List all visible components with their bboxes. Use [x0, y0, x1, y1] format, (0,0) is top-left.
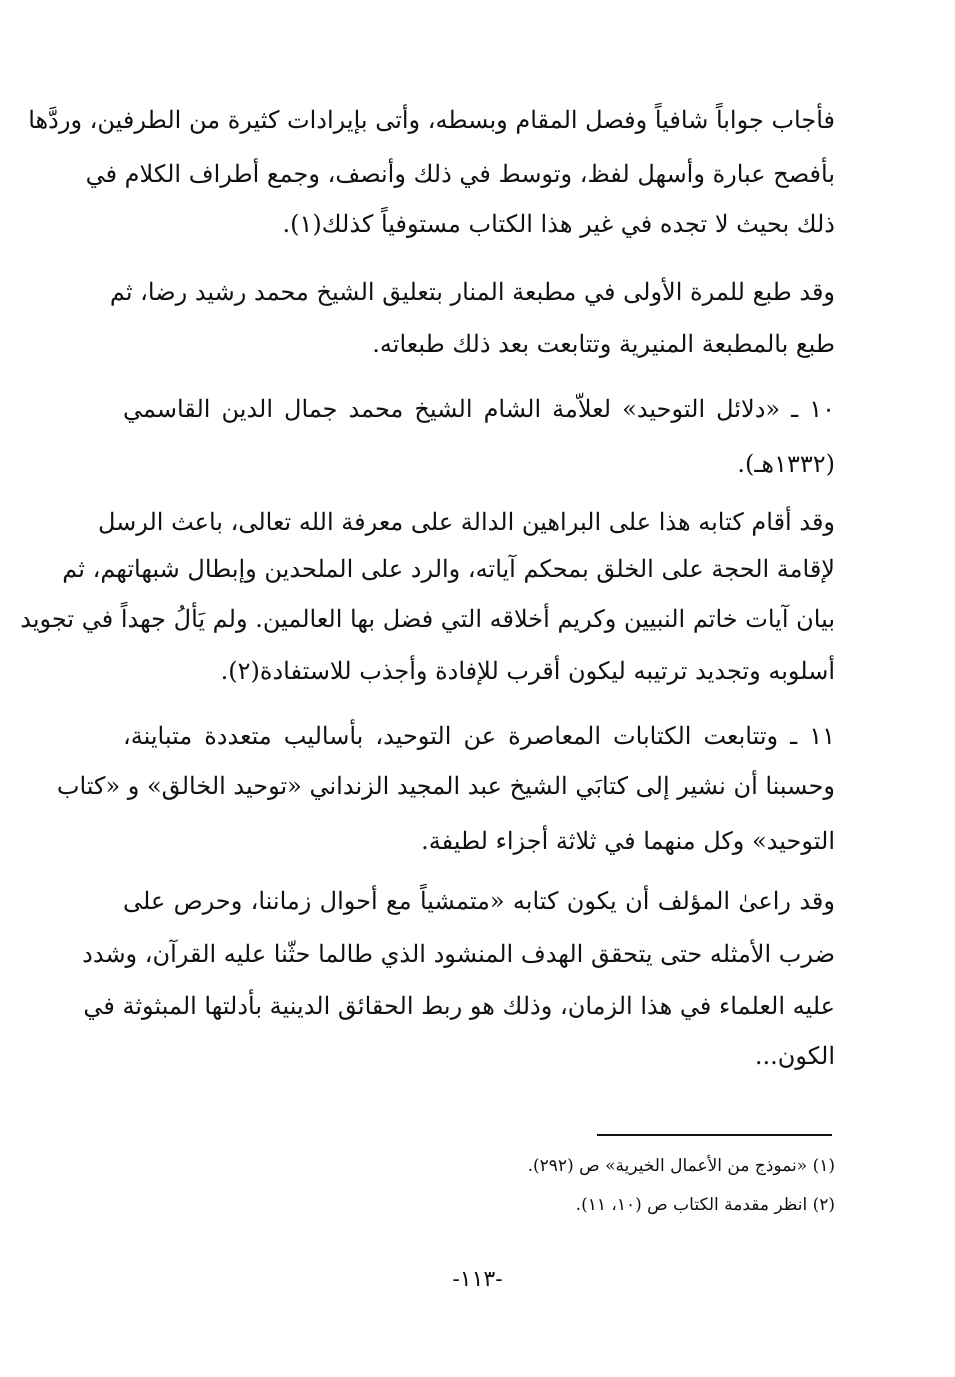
paragraph-3-line-1: ١٠ ـ «دلائل التوحيد» لعلاّمة الشام الشيخ محمد جمال الدين القاسمي	[123, 395, 835, 423]
paragraph-5-line-1: ١١ ـ وتتابعت الكتابات المعاصرة عن التوحيد، بأساليب متعددة متباينة،	[123, 722, 835, 750]
paragraph-2-line-1: وقد طبع للمرة الأولى في مطبعة المنار بتعليق الشيخ محمد رشيد رضا، ثم	[109, 278, 835, 306]
paragraph-5-line-2: وحسبنا أن نشير إلى كتابَي الشيخ عبد المجيد الزنداني «توحيد الخالق» و «كتاب	[56, 772, 835, 800]
paragraph-4-line-4: أسلوبه وتجديد ترتيبه ليكون أقرب للإفادة وأجذب للاستفادة(٢).	[220, 657, 835, 685]
paragraph-5-line-3: التوحيد» وكل منهما في ثلاثة أجزاء لطيفة.	[421, 827, 835, 855]
paragraph-6-line-3: عليه العلماء في هذا الزمان، وذلك هو ربط الحقائق الدينية بأدلتها المبثوثة في	[83, 992, 835, 1020]
page-number: -١١٣-	[452, 1267, 503, 1292]
footnote-separator	[597, 1134, 832, 1136]
footnote-2: (٢) انظر مقدمة الكتاب ص (١٠، ١١).	[575, 1195, 835, 1215]
paragraph-1-line-1: فأجاب جواباً شافياً وفصل المقام وبسطه، وأتى بإيرادات كثيرة من الطرفين، وردَّها	[28, 106, 835, 134]
paragraph-4-line-1: وقد أقام كتابه هذا على البراهين الدالة على معرفة الله تعالى، باعث الرسل	[97, 508, 835, 536]
paragraph-1-line-2: بأفصح عبارة وأسهل لفظ، وتوسط في ذلك وأنصف، وجمع أطراف الكلام في	[85, 160, 835, 188]
footnote-1: (١) «نموذج من الأعمال الخيرية» ص (٢٩٢).	[527, 1156, 835, 1176]
paragraph-2-line-2: طبع بالمطبعة المنيرية وتتابعت بعد ذلك طبعاته.	[372, 330, 835, 358]
paragraph-4-line-2: لإقامة الحجة على الخلق بمحكم آياته، والرد على الملحدين وإبطال شبهاتهم، ثم	[62, 555, 835, 583]
paragraph-6-line-4: الكون...	[754, 1042, 835, 1070]
paragraph-1-line-3: ذلك بحيث لا تجده في غير هذا الكتاب مستوفياً كذلك(١).	[282, 210, 835, 238]
paragraph-3-line-2: (١٣٣٢هـ).	[737, 450, 835, 478]
paragraph-6-line-2: ضرب الأمثله حتى يتحقق الهدف المنشود الذي طالما حثّنا عليه القرآن، وشدد	[82, 940, 835, 968]
paragraph-4-line-3: بيان آيات خاتم النبيين وكريم أخلاقه التي فضل بها العالمين. ولم يَألُ جهداً في تجويد	[20, 605, 835, 633]
paragraph-6-line-1: وقد راعىٰ المؤلف أن يكون كتابه «متمشياً مع أحوال زماننا، وحرص على	[123, 887, 835, 915]
